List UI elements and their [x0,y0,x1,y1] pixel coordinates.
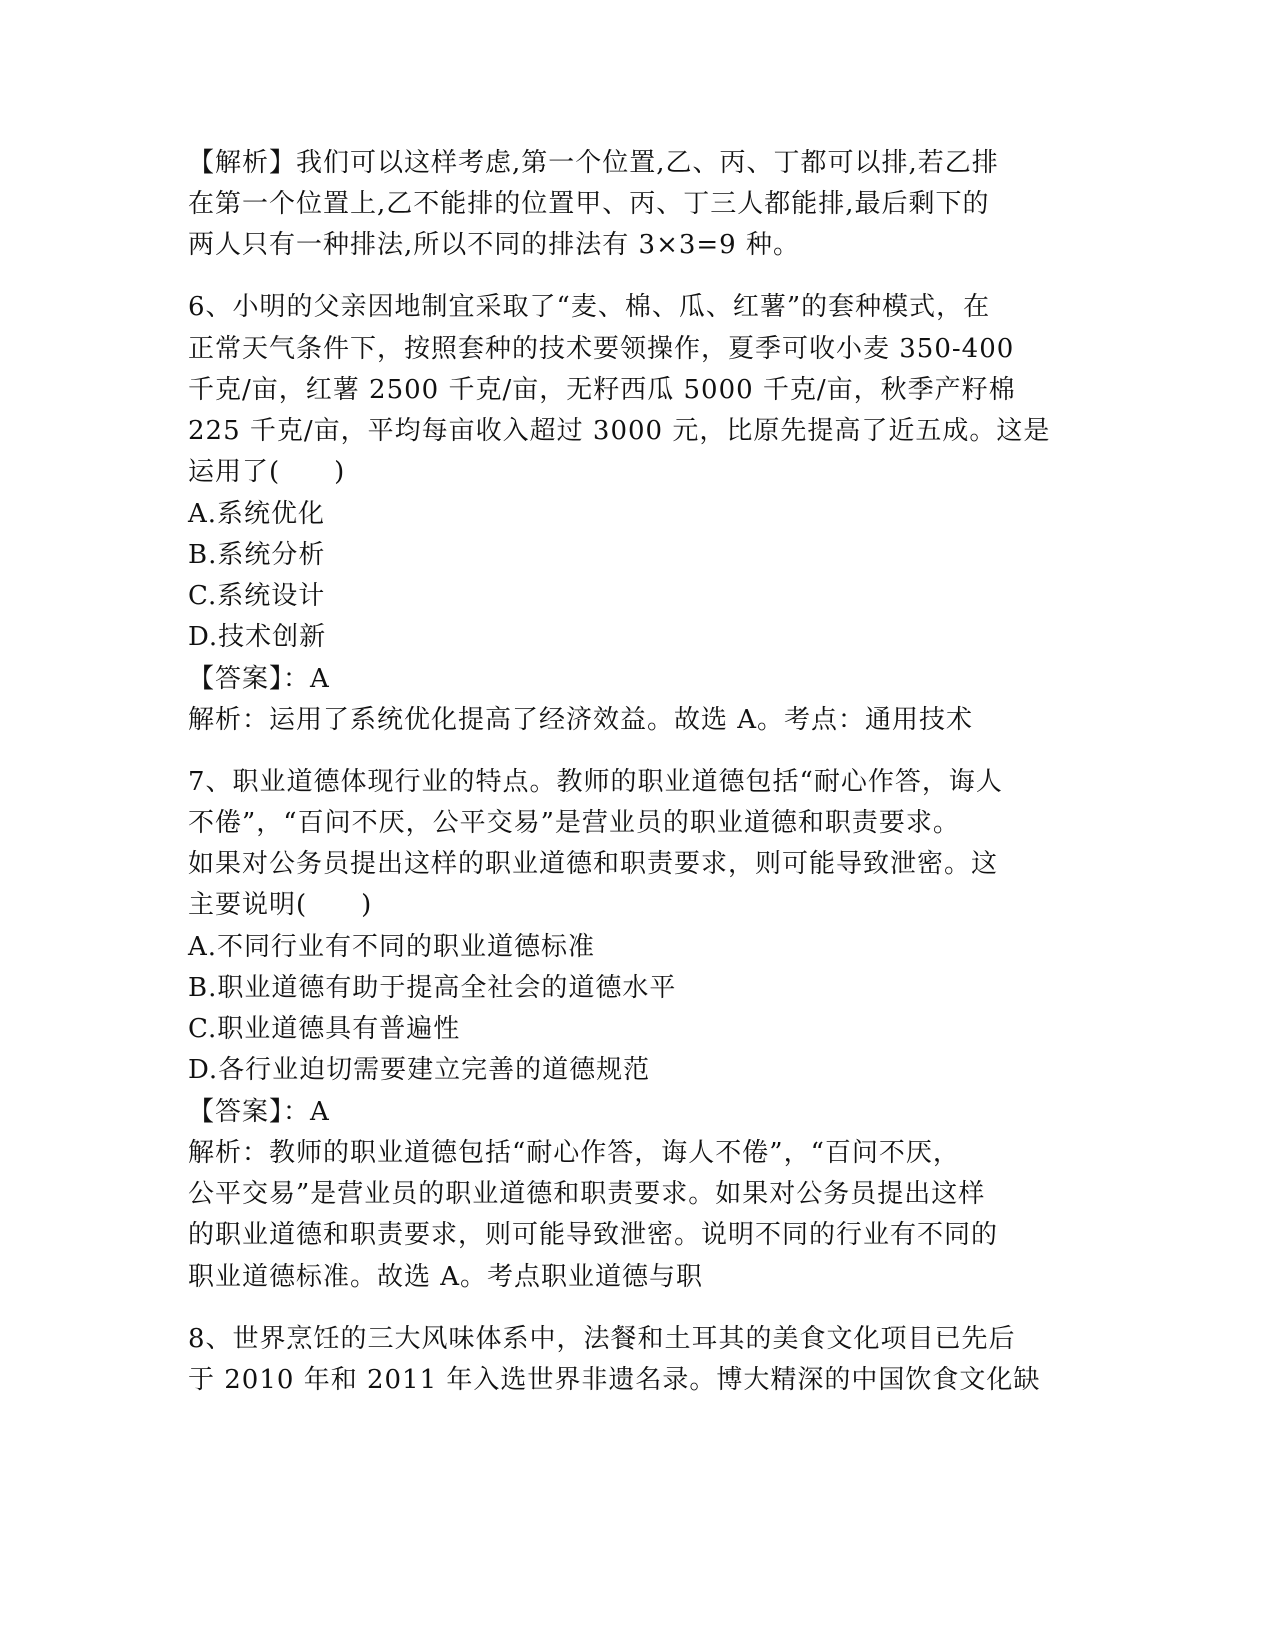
intro-analysis-line-2: 在第一个位置上,乙不能排的位置甲、丙、丁三人都能排,最后剩下的 [188,189,990,219]
q7-stem-line-3: 如果对公务员提出这样的职业道德和职责要求，则可能导致泄密。这 [188,849,999,879]
q7-analysis-line-4: 职业道德标准。故选 A。考点职业道德与职 [188,1262,704,1292]
q6-option-b: B.系统分析 [188,540,326,570]
q7-analysis-line-3: 的职业道德和职责要求，则可能导致泄密。说明不同的行业有不同的 [188,1220,999,1250]
q7-option-a: A.不同行业有不同的职业道德标准 [188,932,596,962]
q7-analysis-line-1: 解析：教师的职业道德包括“耐心作答，诲人不倦”，“百问不厌， [188,1138,960,1168]
q6-stem-line-3: 千克/亩，红薯 2500 千克/亩，无籽西瓜 5000 千克/亩，秋季产籽棉 [188,375,1016,405]
q6-stem-line-2: 正常天气条件下，按照套种的技术要领操作，夏季可收小麦 350-400 [188,334,1015,364]
q7-answer: 【答案】：A [188,1097,330,1127]
q7-analysis-line-2: 公平交易”是营业员的职业道德和职责要求。如果对公务员提出这样 [188,1179,986,1209]
q7-stem-line-4: 主要说明( ) [188,890,373,920]
q6-option-d: D.技术创新 [188,622,327,652]
q8-stem-line-1: 8、世界烹饪的三大风味体系中，法餐和土耳其的美食文化项目已先后 [188,1324,1016,1354]
q6-stem-line-1: 6、小明的父亲因地制宜采取了“麦、棉、瓜、红薯”的套种模式，在 [188,292,991,322]
q6-answer: 【答案】：A [188,664,330,694]
q7-stem-line-1: 7、职业道德体现行业的特点。教师的职业道德包括“耐心作答，诲人 [188,767,1003,797]
q7-option-b: B.职业道德有助于提高全社会的道德水平 [188,973,677,1003]
q7-stem-line-2: 不倦”，“百问不厌，公平交易”是营业员的职业道德和职责要求。 [188,808,960,838]
q6-stem-line-4: 225 千克/亩，平均每亩收入超过 3000 元，比原先提高了近五成。这是 [188,416,1051,446]
q6-option-c: C.系统设计 [188,581,326,611]
q6-option-a: A.系统优化 [188,499,326,529]
q6-analysis-line-1: 解析：运用了系统优化提高了经济效益。故选 A。考点：通用技术 [188,705,974,735]
intro-analysis-line-1: 【解析】我们可以这样考虑,第一个位置,乙、丙、丁都可以排,若乙排 [188,148,999,178]
q7-option-d: D.各行业迫切需要建立完善的道德规范 [188,1055,651,1085]
q7-option-c: C.职业道德具有普遍性 [188,1014,461,1044]
q6-stem-line-5: 运用了( ) [188,457,346,487]
intro-analysis-line-3: 两人只有一种排法,所以不同的排法有 3×3=9 种。 [188,230,800,260]
q8-stem-line-2: 于 2010 年和 2011 年入选世界非遗名录。博大精深的中国饮食文化缺 [188,1365,1041,1395]
